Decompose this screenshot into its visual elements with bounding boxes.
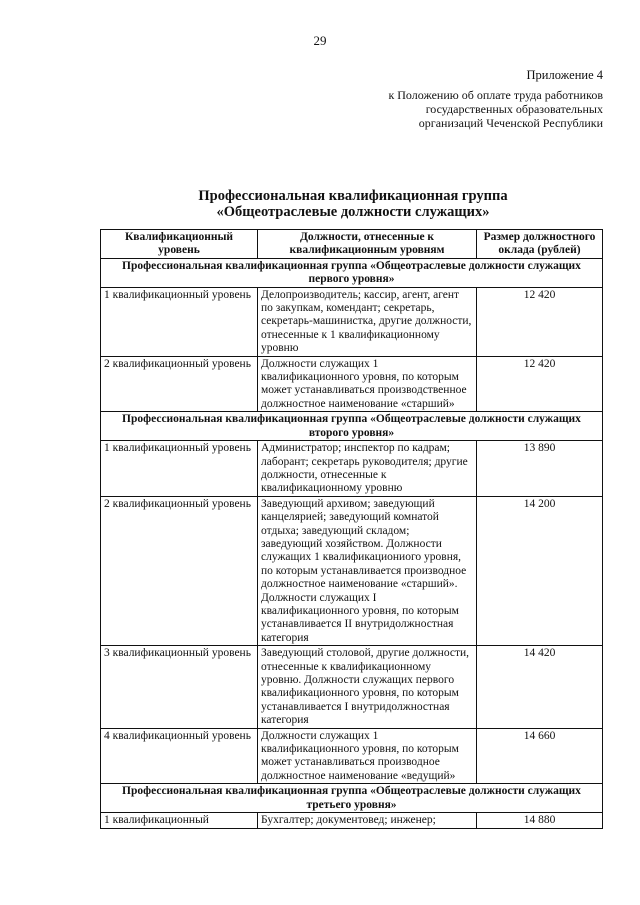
appendix-label: Приложение 4 [526, 68, 603, 82]
table-row [101, 356, 603, 412]
group-title: Профессиональная квалификационная группа «Общеотраслевые должности служащих первого уровня» [101, 258, 603, 287]
salary-cell: 14 420 [477, 646, 603, 728]
salary-cell: 14 660 [477, 728, 603, 784]
salary-cell: 12 420 [477, 356, 603, 412]
page-number: 29 [313, 33, 327, 48]
positions-cell: Заведующий столовой, другие должности, отнесенные к квалификационному уровню. Должности служащих первого квалификационного уровня, по которым устанавливается I внутридолжностная категория [258, 646, 477, 728]
qualification-level: 4 квалификационный уровень [101, 728, 258, 784]
qualification-level: 2 квалификационный уровень [101, 496, 258, 645]
positions-cell: Должности служащих 1 квалификационного уровня, по которым может устанавливаться производственное должностное наименование «старший» [258, 356, 477, 412]
qualification-level: 3 квалификационный уровень [101, 646, 258, 728]
qualification-level: 2 квалификационный уровень [101, 356, 258, 412]
regulation-reference: к Положению об оплате труда работников государственных образовательных организаций Чеченской Республики [388, 88, 603, 130]
table-row [101, 287, 603, 356]
group-header-row [101, 784, 603, 813]
positions-cell: Администратор; инспектор по кадрам; лаборант; секретарь руководителя; другие должности, отнесенные к квалификационному уровню [258, 441, 477, 497]
document-title [0, 188, 640, 220]
title-line-2: «Общеотраслевые должности служащих» [216, 204, 490, 220]
salary-cell: 14 880 [477, 813, 603, 829]
header-positions: Должности, отнесенные к квалификационным уровням [258, 230, 477, 259]
group-header-row [101, 412, 603, 441]
table-row [101, 496, 603, 645]
group-title: Профессиональная квалификационная группа «Общеотраслевые должности служащих третьего уровня» [101, 784, 603, 813]
table-row [101, 441, 603, 497]
positions-cell: Бухгалтер; документовед; инженер; [258, 813, 477, 829]
header-level: Квалификационный уровень [101, 230, 258, 259]
table-header-row [101, 230, 603, 259]
table-row [101, 646, 603, 728]
positions-cell: Заведующий архивом; заведующий канцелярией; заведующий комнатой отдыха; заведующий складом; заведующий хозяйством. Должности служащих 1 квалификациониого уровня, по которым устанавливается производное должностное наименование «старший». Должности служащих I квалификационного уровня, по которым устанавливается II внутридолжностная категория [258, 496, 477, 645]
qualification-level: 1 квалификационный уровень [101, 287, 258, 356]
table-row [101, 728, 603, 784]
positions-cell: Делопроизводитель; кассир, агент, агент по закупкам, комендант; секретарь, секретарь-машинистка, другие должности, отнесенные к 1 квалификационному уровню [258, 287, 477, 356]
salary-cell: 13 890 [477, 441, 603, 497]
salary-cell: 14 200 [477, 496, 603, 645]
positions-cell: Должности служащих 1 квалификационного уровня, по которым может устанавливаться производное должностное наименование «ведущий» [258, 728, 477, 784]
qualification-level: 1 квалификационный [101, 813, 258, 829]
salary-table [100, 229, 603, 829]
group-header-row [101, 258, 603, 287]
title-line-1: Профессиональная квалификационная группа [198, 188, 508, 204]
salary-cell: 12 420 [477, 287, 603, 356]
group-title: Профессиональная квалификационная группа «Общеотраслевые должности служащих второго уровня» [101, 412, 603, 441]
header-salary: Размер должностного оклада (рублей) [477, 230, 603, 259]
qualification-level: 1 квалификационный уровень [101, 441, 258, 497]
table-row [101, 813, 603, 829]
